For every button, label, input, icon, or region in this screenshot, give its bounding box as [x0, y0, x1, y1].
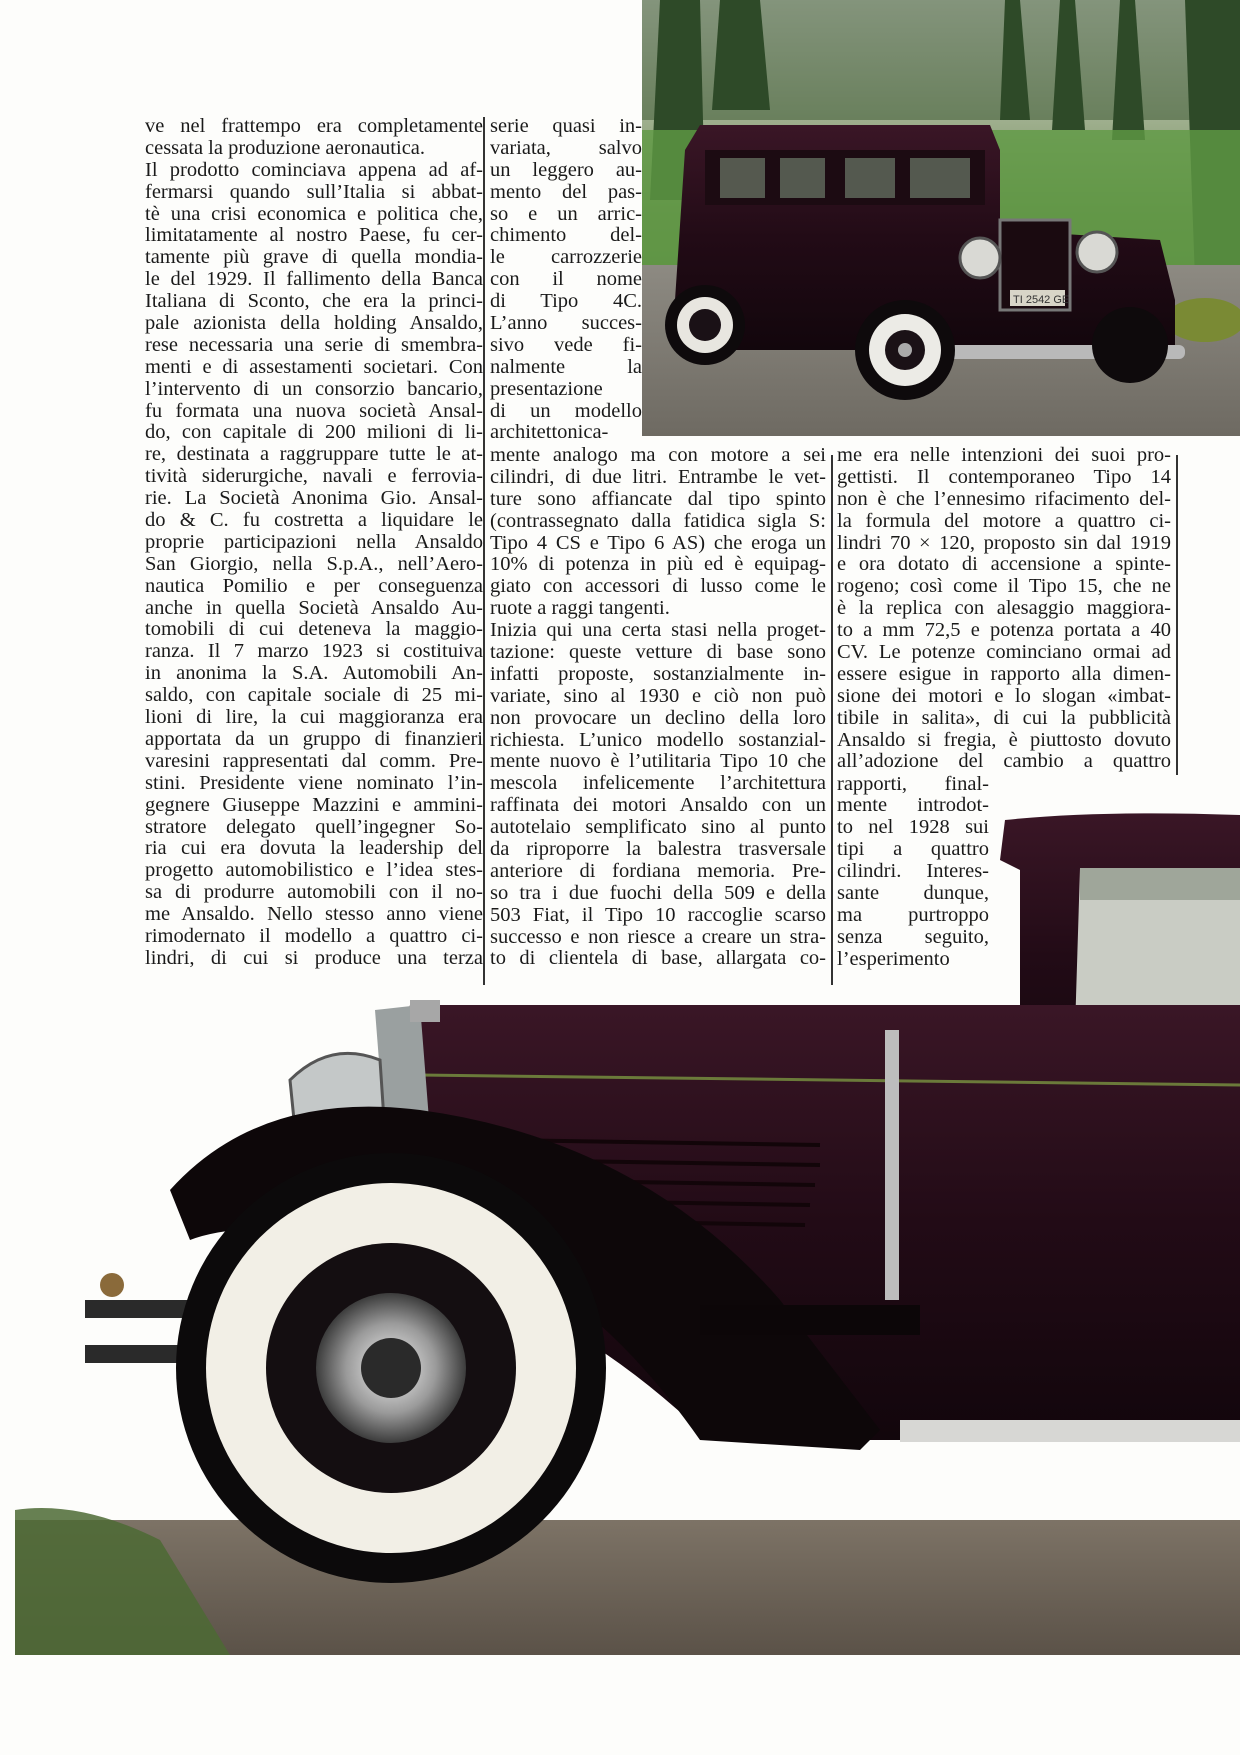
column-divider [831, 455, 833, 985]
text-column-1 [145, 116, 483, 970]
text-line: infatti proposte, sostanzialmente in- [490, 662, 826, 685]
text-line: non è che l’ennesimo rifacimento del- [837, 487, 1171, 510]
top-car-photo [642, 0, 1240, 436]
text-line: autotelaio semplificato sino al punto [490, 816, 826, 839]
text-line: pale azionista della holding Ansaldo, [145, 312, 483, 335]
text-line: variate, sino al 1930 e ciò non può [490, 684, 826, 707]
text-line: l’intervento di un consorzio bancario, [145, 377, 483, 400]
text-line: proprie participazioni nella Ansaldo [145, 530, 483, 553]
text-line: anche in quella Società Ansaldo Au- [145, 596, 483, 619]
text-line: cilindri. Interes- [837, 860, 989, 883]
text-column-2 [490, 445, 826, 970]
text-line: giato con accessori di lusso come le [490, 575, 826, 598]
text-line: sa di produrre automobili con il no- [145, 881, 483, 904]
text-line: Tipo 4 CS e Tipo 6 AS) che eroga un [490, 531, 826, 554]
column-divider [483, 117, 485, 985]
text-line: ruote a raggi tangenti. [490, 597, 670, 620]
license-plate: TI 2542 GE [1013, 294, 1070, 306]
text-line: cilindri, di due litri. Entrambe le vet- [490, 465, 826, 488]
text-line: chimento del- [490, 224, 642, 247]
text-line: do & C. fu costretta a liquidare le [145, 509, 483, 532]
text-line: me era nelle intenzioni dei suoi pro- [837, 444, 1171, 466]
text-line: mescola infelicemente l’architettura [490, 772, 826, 795]
text-line: rese necessaria una serie di smembra- [145, 333, 483, 356]
text-line: lioni di lire, la cui maggioranza era [145, 706, 483, 729]
text-column-3-narrow [837, 774, 989, 971]
text-line: tomobili di cui deteneva la maggio- [145, 618, 483, 641]
text-line: tè una crisi economica e politica che, [145, 202, 483, 225]
text-line: so tra i due fuochi della 509 e della [490, 881, 826, 904]
text-line: progetto automobilistico e l’idea stes- [145, 859, 483, 882]
text-line: è la replica con alesaggio maggiora- [837, 597, 1171, 620]
text-line: con il nome [490, 268, 642, 291]
text-line: di Tipo 4C. [490, 290, 642, 313]
text-line: sante dunque, [837, 881, 989, 904]
text-line: le carrozzerie [490, 246, 642, 269]
text-line: raffinata dei motori Ansaldo con un [490, 794, 826, 817]
text-line: 10% di potenza in più ed è equipag- [490, 553, 826, 576]
text-line: menti e di assestamenti societari. Con [145, 355, 483, 378]
text-line: saldo, con capitale sociale di 25 mi- [145, 684, 483, 707]
text-line: mente introdot- [837, 794, 989, 817]
text-line: Inizia qui una certa stasi nella proget- [490, 619, 826, 642]
text-line: fermarsi quando sull’Italia si abbat- [145, 180, 483, 203]
text-column-3 [837, 445, 1171, 773]
text-line: all’adozione del cambio a quattro [837, 750, 1171, 773]
text-line: serie quasi in- [490, 115, 642, 137]
text-line: sivo vede fi- [490, 333, 642, 356]
text-line: lindri 70 × 120, proposto sin dal 1919 [837, 531, 1171, 554]
text-line: Italiana di Sconto, che era la princi- [145, 290, 483, 313]
text-line: limitatamente al nostro Paese, fu cer- [145, 224, 483, 247]
text-line: tività siderurgiche, navali e ferrovia- [145, 465, 483, 488]
text-line: senza seguito, [837, 925, 989, 948]
text-line: la formula del motore a quattro ci- [837, 509, 1171, 532]
text-line: re, destinata a raggruppare tutte le at- [145, 443, 483, 466]
text-line: stini. Presidente viene nominato l’in- [145, 771, 483, 794]
text-line: mento del pas- [490, 180, 642, 203]
text-line: (contrassegnato dalla fatidica sigla S: [490, 509, 826, 532]
text-line: gegnere Giuseppe Mazzini e ammini- [145, 793, 483, 816]
text-line: tazione: queste vetture di base sono [490, 641, 826, 664]
text-line: so e un arric- [490, 202, 642, 225]
text-line: tipi a quattro [837, 838, 989, 861]
text-line: San Giorgio, nella S.p.A., nell’Aero- [145, 552, 483, 575]
text-line: do, con capitale di 200 milioni di li- [145, 421, 483, 444]
text-line: architettonica- [490, 421, 609, 444]
text-line: ve nel frattempo era completamente [145, 115, 483, 137]
text-line: mente analogo ma con motore a sei [490, 444, 826, 466]
text-line: stratore delegato quell’ingegner So- [145, 815, 483, 838]
text-line: to nel 1928 sui [837, 816, 989, 839]
text-column-2-narrow [490, 116, 642, 444]
text-line: Ansaldo si fregia, è piuttosto dovuto [837, 728, 1171, 751]
text-line: un leggero au- [490, 158, 642, 181]
text-line: non provocare un declino della loro [490, 706, 826, 729]
text-line: apportata da un gruppo di finanzieri [145, 727, 483, 750]
text-line: rapporti, final- [837, 772, 989, 795]
text-line: in anonima la S.A. Automobili An- [145, 662, 483, 685]
text-line: tibile in salita», di cui la pubblicità [837, 706, 1171, 729]
text-line: e ora dotato di accensione a spinte- [837, 553, 1171, 576]
text-line: rie. La Società Anonima Gio. Ansal- [145, 487, 483, 510]
text-line: mente nuovo è l’utilitaria Tipo 10 che [490, 750, 826, 773]
text-line: ranza. Il 7 marzo 1923 si costituiva [145, 640, 483, 663]
text-line: rimodernato il modello a quattro ci- [145, 924, 483, 947]
text-line: rogeno; così come il Tipo 15, che ne [837, 575, 1171, 598]
text-line: fu formata una nuova società Ansal- [145, 399, 483, 422]
text-line: me Ansaldo. Nello stesso anno viene [145, 903, 483, 926]
text-line: di un modello [490, 399, 642, 422]
text-line: richiesta. L’unico modello sostanzial- [490, 728, 826, 751]
text-line: anteriore di fordiana memoria. Pre- [490, 859, 826, 882]
text-line: Il prodotto cominciava appena ad af- [145, 158, 483, 181]
text-line: L’anno succes- [490, 312, 642, 335]
text-line: 503 Fiat, il Tipo 10 raccoglie scarso [490, 903, 826, 926]
text-line: to di clientela di base, allargata co- [490, 947, 826, 970]
text-line: l’esperimento [837, 947, 950, 970]
text-line: variata, salvo [490, 136, 642, 159]
text-line: tamente più grave di quella mondia- [145, 246, 483, 269]
text-line: varesini rappresentati dal comm. Pre- [145, 749, 483, 772]
text-line: ria cui era dovuta la leadership del [145, 837, 483, 860]
text-line: gettisti. Il contemporaneo Tipo 14 [837, 465, 1171, 488]
text-line: essere esigue in rapporto alla dimen- [837, 662, 1171, 685]
text-line: successo e non riesce a creare un stra- [490, 925, 826, 948]
text-line: nalmente la [490, 355, 642, 378]
text-line: ture sono affiancate dal tipo spinto [490, 487, 826, 510]
text-line: le del 1929. Il fallimento della Banca [145, 268, 483, 291]
text-line: sione dei motori e lo slogan «imbat- [837, 684, 1171, 707]
text-line: nautica Pomilio e per conseguenza [145, 574, 483, 597]
text-line: to a mm 72,5 e potenza portata a 40 [837, 619, 1171, 642]
text-line: lindri, di cui si produce una terza [145, 946, 483, 969]
text-line: cessata la produzione aeronautica. [145, 136, 426, 159]
text-line: CV. Le potenze cominciano ormai ad [837, 641, 1171, 664]
column-divider [1176, 455, 1178, 775]
text-line: presentazione [490, 377, 603, 400]
text-line: ma purtroppo [837, 903, 989, 926]
text-line: da riproporre la balestra trasversale [490, 838, 826, 861]
